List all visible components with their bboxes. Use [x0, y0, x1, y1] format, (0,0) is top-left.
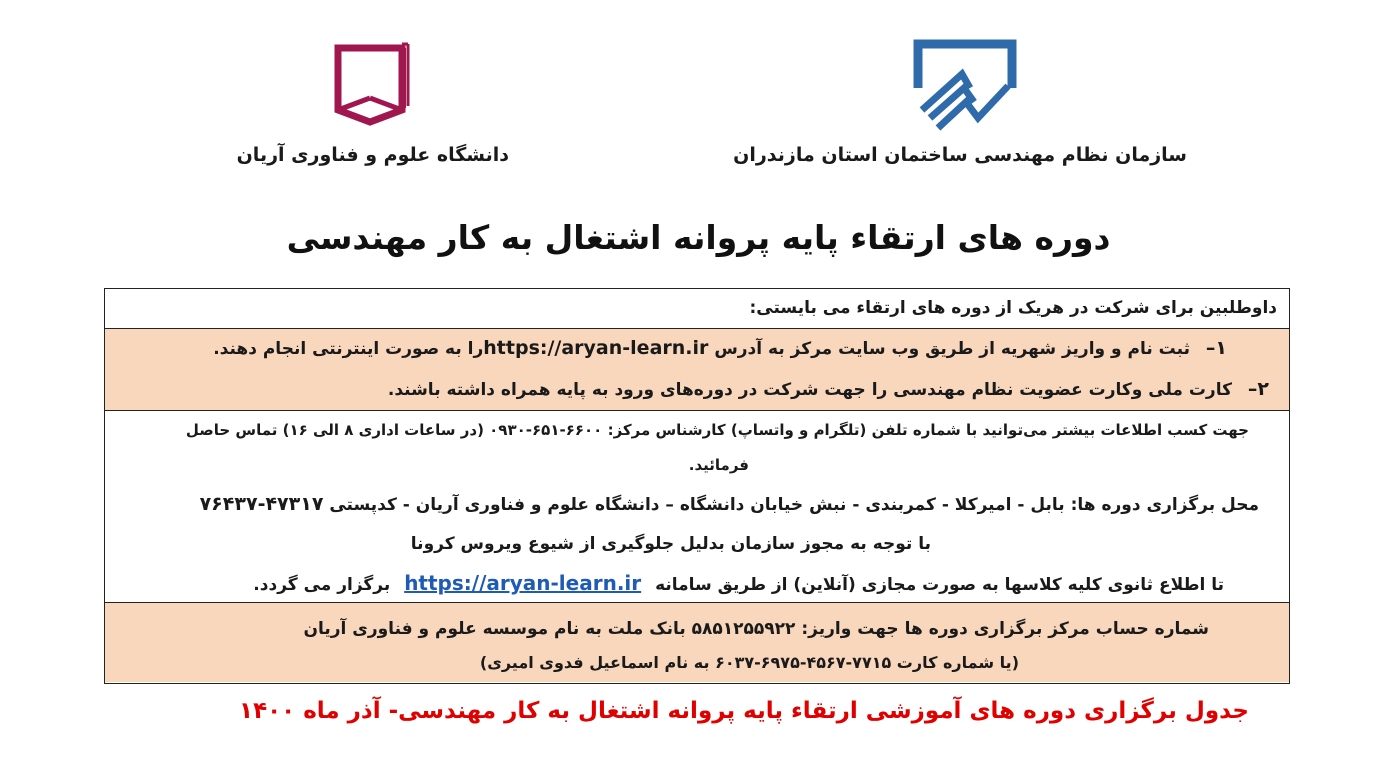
- step-2-text: کارت ملی وکارت عضویت نظام مهندسی را جهت شرکت در دوره‌های ورود به پایه همراه داشته باشند.: [387, 380, 1232, 400]
- schedule-title: جدول برگزاری دوره های آموزشی ارتقاء پایه پروانه اشتغال به کار مهندسی- آذر ماه ۱۴۰۰: [239, 698, 1249, 724]
- university-name: دانشگاه علوم و فناوری آریان: [236, 144, 509, 166]
- contact-phone-line: جهت کسب اطلاعات بیشتر می‌توانید با شماره تلفن (تلگرام و واتساپ) کارشناس مرکز: ۶۶۰۰-۶۵۱-۰۹۳۰ (در ساعات اداری ۸ الی ۱۶) تماس حاصل: [185, 421, 1249, 439]
- requirements-intro: داوطلبین برای شرکت در هریک از دوره های ارتقاء می بایستی:: [749, 298, 1277, 318]
- contact-row: [105, 411, 1289, 603]
- bank-account-line: شماره حساب مرکز برگزاری دوره ها جهت واریز: ۵۸۵۱۲۵۵۹۲۲ بانک ملت به نام موسسه علوم و فناوری آریان: [303, 619, 1209, 639]
- postal-code: ۴۷۳۱۷-۷۶۴۳۷: [199, 493, 324, 515]
- online-notice: [253, 571, 1224, 595]
- course-location: [200, 493, 1259, 515]
- info-table: [104, 288, 1290, 684]
- step-1-number: ۱–: [1205, 337, 1227, 359]
- contact-phone-line-end: فرمائید.: [688, 456, 749, 474]
- requirement-step-1: [213, 337, 1227, 359]
- corona-notice: با توجه به مجوز سازمان بدلیل جلوگیری از شیوع ویروس کرونا: [410, 534, 931, 554]
- account-row: [105, 603, 1289, 682]
- requirements-steps-row: [105, 329, 1289, 411]
- engineering-org-name: سازمان نظام مهندسی ساختمان استان مازندران: [733, 144, 1187, 166]
- engineering-org-logo: [908, 38, 1020, 134]
- card-number-line: (یا شماره کارت ۷۷۱۵-۴۵۶۷-۶۹۷۵-۶۰۳۷ به نام اسماعیل فدوی امیری): [479, 653, 1019, 672]
- step-1-text-after: را به صورت اینترنتی انجام دهند.: [213, 339, 484, 359]
- online-text-before: تا اطلاع ثانوی کلیه کلاسها به صورت مجازی (آنلاین) از طریق سامانه: [655, 575, 1224, 595]
- page-title: دوره های ارتقاء پایه پروانه اشتغال به کار مهندسی: [286, 218, 1111, 257]
- university-book-logo: [330, 40, 412, 126]
- requirement-step-2: [388, 378, 1269, 400]
- step-1-text-before: ثبت نام و واریز شهریه از طریق وب سایت مرکز به آدرس: [714, 339, 1190, 359]
- online-text-after: برگزار می گردد.: [253, 575, 391, 595]
- aryan-learn-link[interactable]: https://aryan-learn.ir: [404, 571, 642, 595]
- location-text: محل برگزاری دوره ها: بابل - امیرکلا - کمربندی - نبش خیابان دانشگاه – دانشگاه علوم و فناوری آریان - کدپستی: [329, 495, 1259, 515]
- requirements-intro-row: [105, 289, 1289, 329]
- step-2-number: ۲–: [1247, 378, 1269, 400]
- step-1-url: https://aryan-learn.ir: [483, 337, 709, 359]
